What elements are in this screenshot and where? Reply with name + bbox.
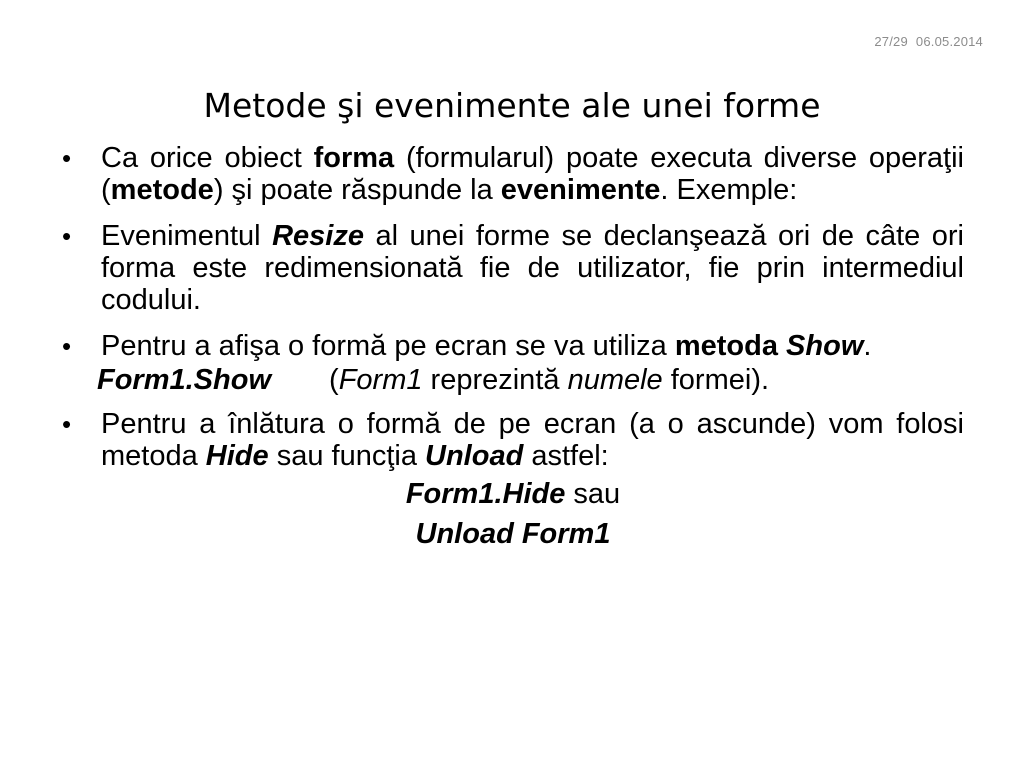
code-unload-form1: Unload Form1: [415, 518, 611, 550]
bullet-text: al unei forme se declanşează ori de câte ori forma este redimensionată fie de utilizator, fie prin intermediul codului.: [101, 220, 964, 316]
bullet-item-3: [62, 330, 964, 362]
code-form1-show: Form1.Show: [97, 364, 272, 396]
show-example-line: [97, 364, 964, 396]
numele-text: numele: [567, 364, 663, 396]
bullet-text: . Exemple:: [660, 174, 798, 206]
bullet-text: astfel:: [523, 440, 609, 472]
keyword-metode: metode: [110, 174, 214, 206]
keyword-evenimente: evenimente: [500, 174, 661, 206]
example-text: sau: [565, 478, 621, 510]
bullet-text: Evenimentul: [101, 220, 273, 252]
bullet-text: Pentru a afişa o formă pe ecran se va utiliza: [101, 330, 675, 362]
example-text: reprezintă: [422, 364, 568, 396]
form-name: Form1: [338, 364, 423, 396]
example-text: formei).: [662, 364, 770, 396]
keyword-forma: forma: [313, 142, 395, 174]
slide-footer-info: [874, 34, 983, 49]
keyword-metoda: metoda: [674, 330, 787, 362]
bullet-item-1: [62, 142, 964, 206]
bullet-text: (formularul) poate executa diverse operaţii (: [101, 142, 964, 206]
hide-example-line: [62, 478, 964, 510]
keyword-show: Show: [786, 330, 864, 362]
bullet-text: ) şi poate răspunde la: [213, 174, 501, 206]
unload-example-line: [62, 518, 964, 550]
keyword-hide: Hide: [205, 440, 269, 472]
slide-date: 06.05.2014: [915, 34, 983, 49]
bullet-text: sau funcţia: [268, 440, 426, 472]
bullet-text: .: [863, 330, 872, 362]
code-form1-hide: Form1.Hide: [405, 478, 566, 510]
bullet-text: Pentru a înlătura o formă de pe ecran (a o ascunde) vom folosi metoda: [101, 408, 964, 472]
slide-content: [62, 142, 964, 550]
slide-title: Metode şi evenimente ale unei forme: [203, 86, 821, 125]
slide-index: 27/29: [874, 34, 908, 49]
bullet-item-4: [62, 408, 964, 472]
keyword-resize: Resize: [272, 220, 364, 252]
keyword-unload: Unload: [425, 440, 524, 472]
bullet-item-2: [62, 220, 964, 316]
bullet-text: Ca orice obiect: [101, 142, 314, 174]
paren-open: (: [329, 364, 339, 396]
